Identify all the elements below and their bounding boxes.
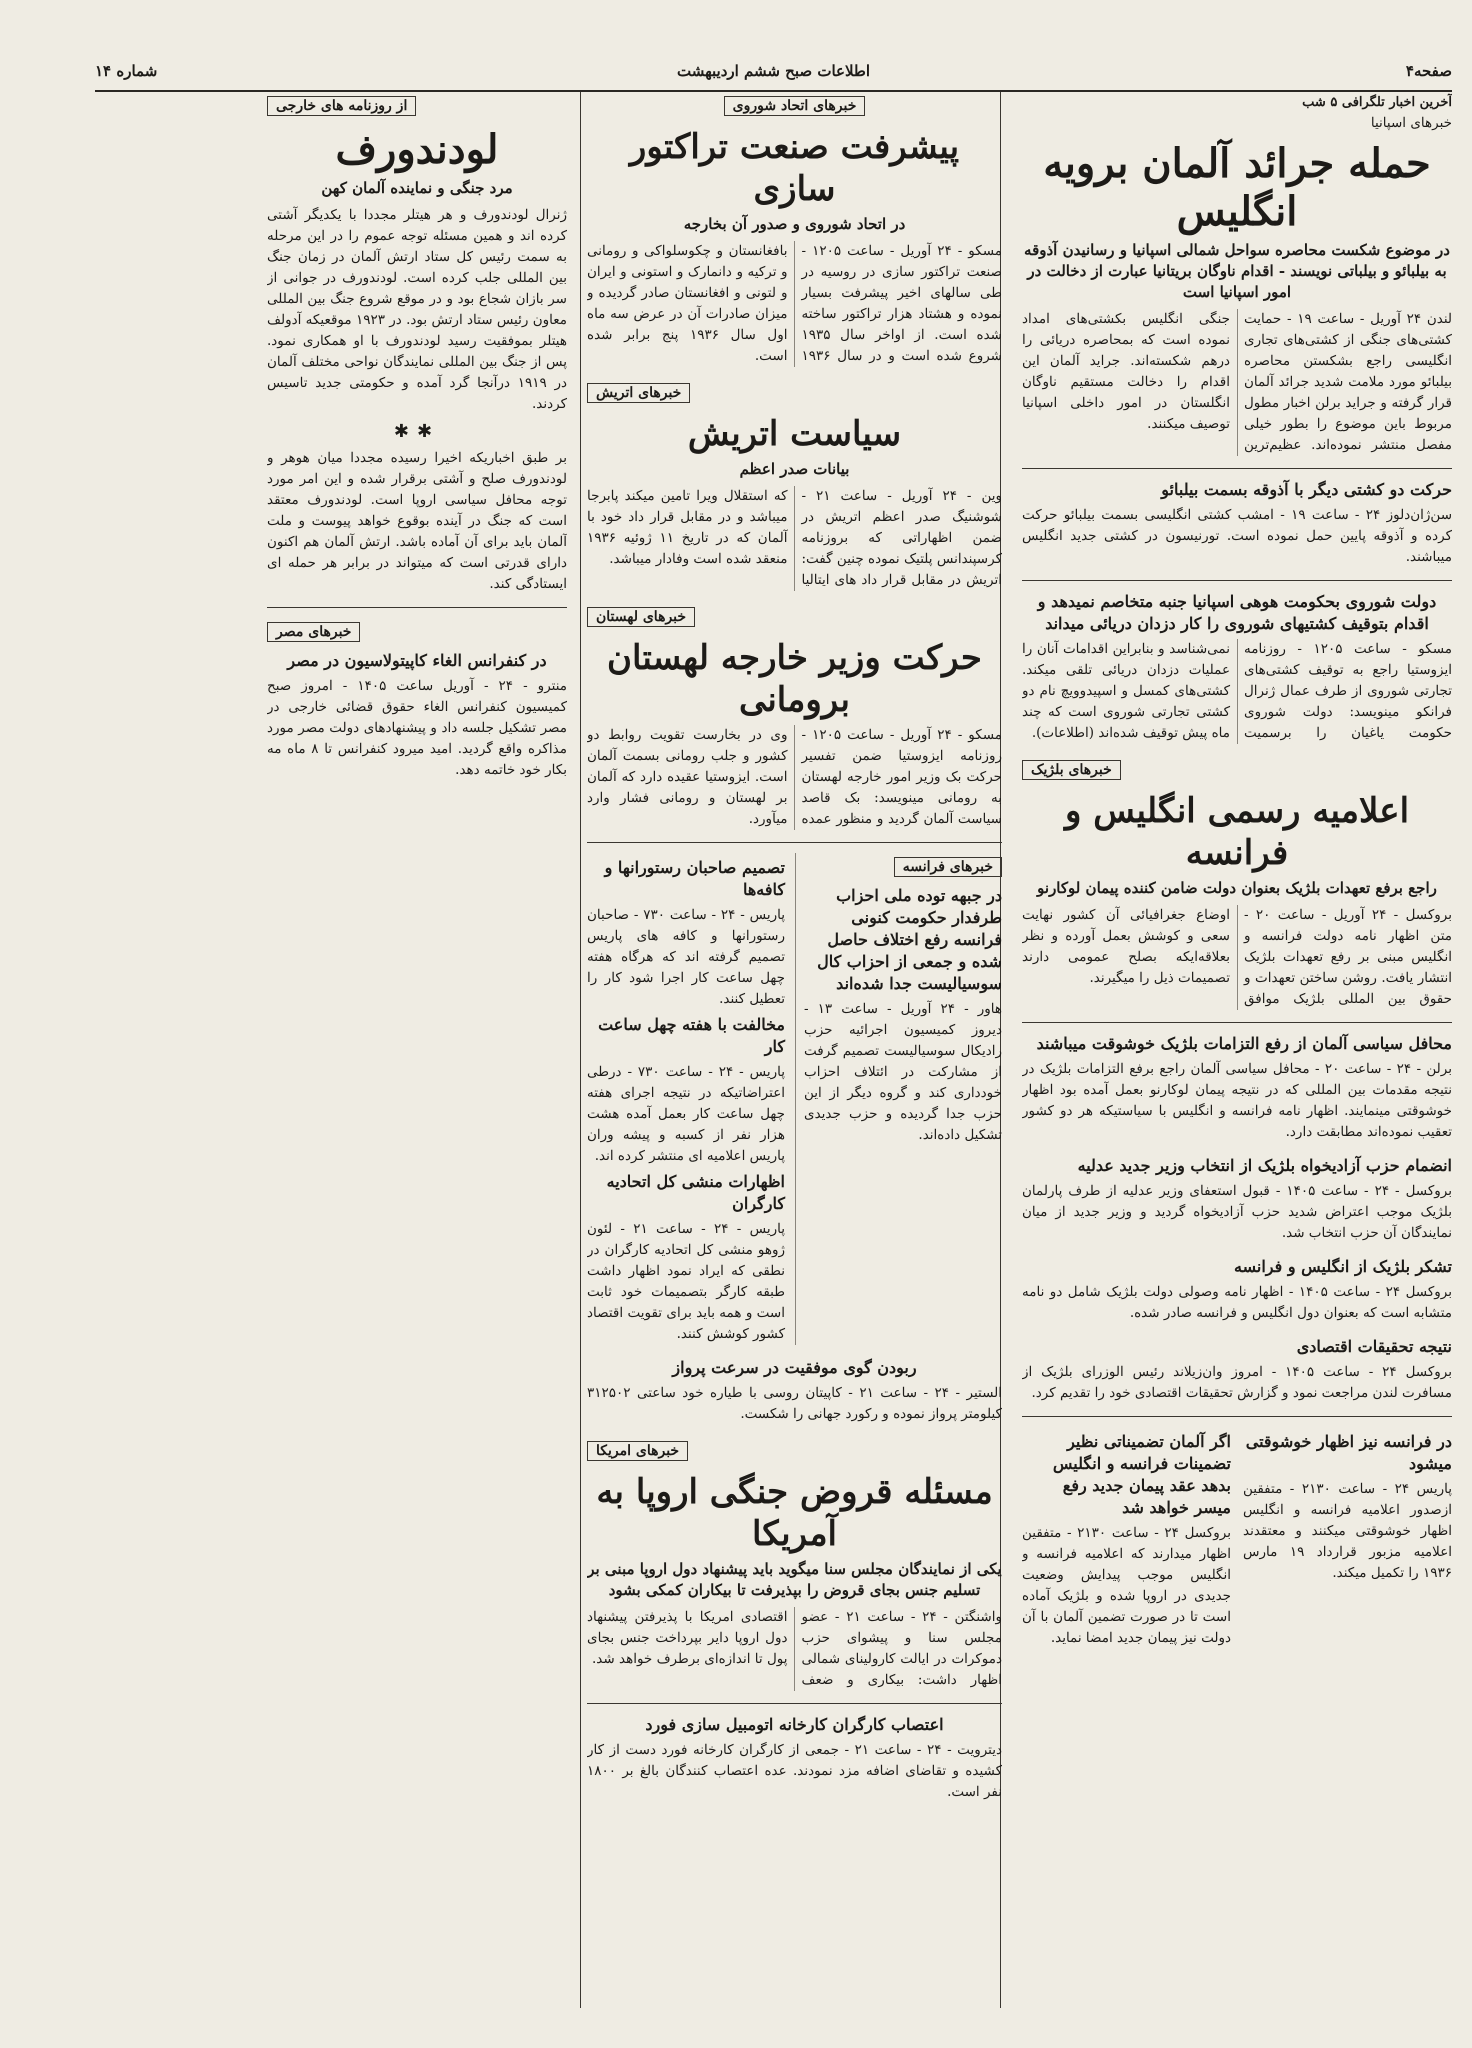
section-label: خبرهای بلژیک xyxy=(1022,760,1121,780)
article-body: مسکو - ۲۴ آوریل - ساعت ۱۲۰۵ - صنعت تراکتور سازی در روسیه در طی سالهای اخیر پیشرفت بسیار نموده و هشتاد هزار تراکتور ساخته شده است. از اواخر سال ۱۹۳۵ شروع شده است و در سال ۱۹۳۶ بافغانستان و چکوسلواکی و رومانی و ترکیه و دانمارک و استونی و ایران و لتونی و افغانستان صادر گردیده و میزان صادرات آن در عرض سه ماه اول سال ۱۹۳۶ پنج برابر شده است. xyxy=(587,243,1002,364)
page-header xyxy=(95,58,1452,92)
article-body: پاریس - ۲۴ - ساعت ۷۳۰ - صاحبان رستورانها و کافه های پاریس تصمیم گرفته اند که هرگاه هفته چهل ساعت کار اجرا شود کار را تعطیل کنند. xyxy=(587,907,785,1007)
article-body: بروکسل - ۲۴ آوریل - ساعت ۲۰ - متن اظهار نامه دولت فرانسه و انگلیس مبنی بر رفع تعهدات بلژیک انتشار یافت. روشن ساختن تعهدات و حقوق بین المللی بلژیک موافق اوضاع جغرافیائی آن کشور نهایت سعی و کوشش بعمل آورده و نظر بعلاقه‌ایکه بصلح عمومی دارند تصمیمات ذیل را میگیرند. xyxy=(1022,907,1452,1007)
headline: مسئله قروض جنگی اروپا به آمریکا xyxy=(596,1472,993,1554)
headline: حرکت وزیر خارجه لهستان برومانی xyxy=(607,638,982,720)
left-column xyxy=(267,92,567,2008)
subheadline: در اتحاد شوروی و صدور آن بخارجه xyxy=(683,215,906,233)
headline: محافل سیاسی آلمان از رفع التزامات بلژیک خوشوقت میباشند xyxy=(1036,1034,1452,1053)
headline: تصمیم صاحبان رستورانها و کافه‌ها xyxy=(604,858,785,899)
article-body: برلن - ۲۴ - ساعت ۲۰ - محافل سیاسی آلمان راجع برفع التزامات بلژیک در نتیجه مقدمات بین المللی که در نتیجه پیمان لوکارنو بعمل آمده بود اظهار خوشوقتی مینمایند. اظهار نامه فرانسه و انگلیس با سیاستیکه هر دو کشور تعقیب نموده‌اند مطابقت دارد. xyxy=(1022,1061,1452,1140)
headline: اعتصاب کارگران کارخانه اتومبیل سازی فورد xyxy=(645,1715,944,1734)
headline: حمله جرائد آلمان برویه انگلیس xyxy=(1043,140,1431,235)
article-body: مسکو - ۲۴ آوریل - ساعت ۱۲۰۵ - روزنامه ایزوستیا ضمن تفسیر حرکت بک وزیر امور خارجه لهستان به رومانی مینویسد: بک قاصد سیاست آلمان گردید و منظور عمده وی در بخارست تقویت روابط دو کشور و جلب رومانی بسمت آلمان است. ایزوستیا عقیده دارد که آلمان بر لهستان و رومانی فشار وارد میآورد. xyxy=(587,727,1002,827)
headline: در کنفرانس الغاء کاپیتولاسیون در مصر xyxy=(287,651,547,670)
article-body: لندن ۲۴ آوریل - ساعت ۱۹ - حمایت کشتی‌های جنگی از کشتی‌های تجاری انگلیسی راجع بشکستن محاصره بیلبائو مورد ملامت شدید جرائد آلمان قرار گرفته و جراید برلن اخبار مطول مربوط باین موضوع را بطور خیلی مفصل منتشر نموده‌اند. عظیم‌ترین جنگی انگلیس بکشتی‌های امداد نموده است که بمحاصره دریائی را درهم شکسته‌اند. جراید آلمان این اقدام را دخالت مستقیم ناوگان انگلستان در امور داخلی اسپانیا توصیف میکنند. xyxy=(1022,311,1452,453)
headline: تشکر بلژیک از انگلیس و فرانسه xyxy=(1234,1257,1452,1276)
article-body: سن‌ژان‌دلوز ۲۴ - ساعت ۱۹ - امشب کشتی انگلیسی بسمت بیلبائو حرکت کرده و آذوقه پایین حمل نموده است. تورنیسون در کشتی جدید انگلیس میباشند. xyxy=(1022,507,1452,565)
headline: اعلامیه رسمی انگلیس و فرانسه xyxy=(1064,791,1410,873)
article-body: بر طبق اخباریکه اخیرا رسیده مجددا میان هوهر و لودندورف صلح و آشتی برقرار شده و این امر مورد توجه محافل سیاسی اروپا است. لودندورف معتقد است که جنگ در آینده بوقوع خواهد پیوست و ملت آلمان باید برای آن آماده باشد. ارتش آلمان هم اکنون دارای قدرتی است که میتواند در برابر هر حمله ای ایستادگی کند. xyxy=(267,450,567,592)
article-body: مسکو - ساعت ۱۲۰۵ - روزنامه ایزوستیا راجع به توقیف کشتی‌های تجارتی شوروی از طرف عمال ژنرال فرانکو مینویسد: دولت شوروی حکومت یاغیان را برسمیت نمی‌شناسد و بنابراین اقدامات آنان را عملیات دزدان دریائی تلقی میکند. کشتی‌های کمسل و اسپیدوویچ نام دو کشتی تجارتی شوروی است که چند ماه پیش توقیف شده‌اند (اطلاعات). xyxy=(1022,641,1452,741)
headline: دولت شوروی بحکومت هوهی اسپانیا جنبه متخاصم نمیدهد و اقدام بتوقیف کشتیهای شوروی را کار دزدان دریائی میداند xyxy=(1037,592,1437,633)
article-body: بروکسل ۲۴ - ساعت ۱۴۰۵ - اظهار نامه وصولی دولت بلژیک شامل دو نامه متشابه است که بعنوان دول انگلیس و فرانسه صادر شده. xyxy=(1022,1284,1452,1321)
article-body: هاور - ۲۴ آوریل - ساعت ۱۳ - دیروز کمیسیون اجرائیه حزب رادیکال سوسیالیست تصمیم گرفت از مشارکت در ائتلاف احزاب خودداری کند و گروه دیگر از این حزب جدا گردیده و حزب جدیدی تشکیل داده‌اند. xyxy=(804,1001,1002,1143)
paper-title: اطلاعات صبح ششم اردیبهشت xyxy=(676,62,871,80)
article-body: پاریس - ۲۴ - ساعت ۷۳۰ - درطی اعتراضاتیکه در نتیجه اجرای هفته چهل ساعت کار بعمل آمده هشت هزار نفر از کسبه و پیشه وران پاریس اعلامیه ای منتشر کرده اند. xyxy=(587,1064,785,1164)
section-label: خبرهای لهستان xyxy=(587,607,695,627)
article-body: وین - ۲۴ آوریل - ساعت ۲۱ - شوشنیگ صدر اعظم اتریش در ضمن اظهاراتی که بروزنامه کرسپندانس پلتیک نموده چنین گفت: اتریش در مقابل قرار داد های ایتالیا که استقلال ویرا تامین میکند پابرجا میباشد و در مقابل قرار داد خود با آلمان که در تاریخ ۱۱ ژوئیه ۱۹۳۶ منعقد شده است وفادار میباشد. xyxy=(587,488,1002,588)
headline: در فرانسه نیز اظهار خوشوقتی میشود xyxy=(1245,1432,1452,1473)
section-label: خبرهای فرانسه xyxy=(894,857,1002,877)
headline: ربودن گوی موفقیت در سرعت پرواز xyxy=(672,1358,917,1377)
headline: اظهارات منشی کل اتحادیه کارگران xyxy=(606,1172,785,1213)
article-body: بروکسل ۲۴ - ساعت ۱۴۰۵ - امروز وان‌زیلاند رئیس الوزرای بلژیک از مسافرت لندن مراجعت نمود و گزارش تحقیقات اقتصادی خود را تقدیم کرد. xyxy=(1022,1364,1452,1401)
section-label: خبرهای مصر xyxy=(267,622,360,642)
subheadline: در موضوع شکست محاصره سواحل شمالی اسپانیا و رسانیدن آذوقه به بیلبائو و بیلباتی نویسند - اقدام ناوگان بریتانیا عبارت از دخالت در امور اسپانیا است xyxy=(1024,241,1450,301)
subheadline: مرد جنگی و نماینده آلمان کهن xyxy=(321,179,513,197)
right-column xyxy=(1022,92,1452,2008)
subheadline: بیانات صدر اعظم xyxy=(739,460,850,478)
late-news-label: آخرین اخبار تلگرافی ۵ شب xyxy=(1302,95,1452,110)
article-body: ژنرال لودندورف و هر هیتلر مجددا با یکدیگر آشتی کرده اند و همین مسئله توجه عموم را در این مرحله به سمت رئیس کل ستاد ارتش آلمان در زمان جنگ بین المللی جلب کرده است. لودندورف در جوانی از سر بازان شجاع بود و در موقع شروع جنگ بین المللی معاون رئیس ستاد ارتش بود. در ۱۹۲۳ موقعیکه آدولف هیتلر بموفقیت رسید لودندورف با او همکاری نمود. پس از جنگ بین المللی نمایندگان نواحی مختلف آلمان در ۱۹۱۹ درآنجا گرد آمده و حکومتی جدید تاسیس کردند. xyxy=(267,207,567,412)
section-label: خبرهای امریکا xyxy=(587,1441,688,1461)
page-number: صفحه۴ xyxy=(1405,62,1452,80)
issue-number: شماره ۱۴ xyxy=(95,62,158,80)
headline: نتیجه تحقیقات اقتصادی xyxy=(1296,1337,1452,1356)
section-label: خبرهای اتریش xyxy=(587,383,690,403)
headline: لودندورف xyxy=(335,126,499,173)
article-body: الستیر - ۲۴ - ساعت ۲۱ - کاپیتان روسی با طیاره خود ساعتی ۳۱۲۵۰۲ کیلومتر پرواز نموده و رکورد جهانی را شکست. xyxy=(587,1385,1002,1422)
column-divider xyxy=(580,92,581,2008)
headline: انضمام حزب آزادیخواه بلژیک از انتخاب وزیر جدید عدلیه xyxy=(1077,1156,1452,1175)
section-label: از روزنامه های خارجی xyxy=(267,96,416,116)
subheadline: راجع برفع تعهدات بلژیک بعنوان دولت ضامن کننده پیمان لوکارنو xyxy=(1037,879,1437,897)
headline: مخالفت با هفته چهل ساعت کار xyxy=(598,1015,785,1056)
headline: پیشرفت صنعت تراکتور سازی xyxy=(629,127,960,209)
headline: سیاست اتریش xyxy=(687,414,902,454)
article-body: منترو - ۲۴ - آوریل ساعت ۱۴۰۵ - امروز صبح کمیسیون کنفرانس الغاء حقوق قضائی خارجی در مصر تشکیل جلسه داد و پیشنهادهای دولت مصر مورد مذاکره واقع گردید. امید میرود کنفرانس تا ۸ ماه مه بکار خود خاتمه دهد. xyxy=(267,678,567,778)
headline: در جبهه توده ملی احزاب طرفدار حکومت کنونی فرانسه رفع اختلاف حاصل شده و جمعی از احزاب کال سوسیالیست جدا شده‌اند xyxy=(817,886,1002,993)
subheadline: یکی از نمایندگان مجلس سنا میگوید باید پیشنهاد دول اروپا مبنی بر تسلیم جنس بجای قروض را بپذیرفت تا بیکاران کمکی بشود xyxy=(587,1560,1002,1599)
article-body: پاریس ۲۴ - ساعت ۲۱۳۰ - متفقین ازصدور اعلامیه فرانسه و انگلیس اظهار خوشوقتی میکنند و معتقدند اعلامیه مزبور قرارداد ۱۹ مارس ۱۹۳۶ را تکمیل میکند. xyxy=(1243,1481,1452,1581)
headline: اگر آلمان تضمیناتی نظیر تضمینات فرانسه و انگلیس بدهد عقد پیمان جدید رفع میسر خواهد شد xyxy=(1052,1432,1231,1517)
section-label: خبرهای اسپانیا xyxy=(1370,115,1452,131)
article-body: واشنگتن - ۲۴ - ساعت ۲۱ - عضو مجلس سنا و پیشوای حزب دموکرات در ایالت کارولینای شمالی اظهار داشت: بیکاری و ضعف اقتصادی امریکا با پذیرفتن پیشنهاد دول اروپا دایر بپرداخت جنس بجای پول تا اندازه‌ای برطرف خواهد شد. xyxy=(587,1609,1002,1688)
article-body: بروکسل - ۲۴ - ساعت ۱۴۰۵ - قبول استعفای وزیر عدلیه از طرف پارلمان بلژیک موجب اعتراض شدید حزب آزادیخواه گردید و وزیر جدید از میان نمایندگان آن حزب انتخاب شد. xyxy=(1022,1183,1452,1241)
article-body: دیترویت - ۲۴ - ساعت ۲۱ - جمعی از کارگران کارخانه فورد دست از کار کشیده و تقاضای اضافه مزد نمودند. عده اعتصاب کنندگان بالغ بر ۱۸۰۰ نفر است. xyxy=(587,1742,1002,1800)
section-label: خبرهای اتحاد شوروی xyxy=(724,96,866,116)
article-body: پاریس - ۲۴ - ساعت ۲۱ - لئون ژوهو منشی کل اتحادیه کارگران در نطقی که ایراد نمود اظهار داشت طبقه کارگر بتصمیمات خود ثابت است و همه باید برای تقویت اقتصاد کشور کوشش کنند. xyxy=(587,1221,785,1342)
middle-column xyxy=(587,92,1002,2008)
article-body: بروکسل ۲۴ - ساعت ۲۱۳۰ - متفقین اظهار میدارند که اعلامیه فرانسه و انگلیس موجب پیدایش وضعیت جدیدی در اروپا شده و بلژیک آماده است تا در صورت تضمین آلمان با آن دولت نیز پیمان جدید امضا نماید. xyxy=(1022,1525,1231,1646)
separator-stars: ✱✱ xyxy=(393,421,441,442)
headline: حرکت دو کشتی دیگر با آذوقه بسمت بیلبائو xyxy=(1161,480,1452,499)
